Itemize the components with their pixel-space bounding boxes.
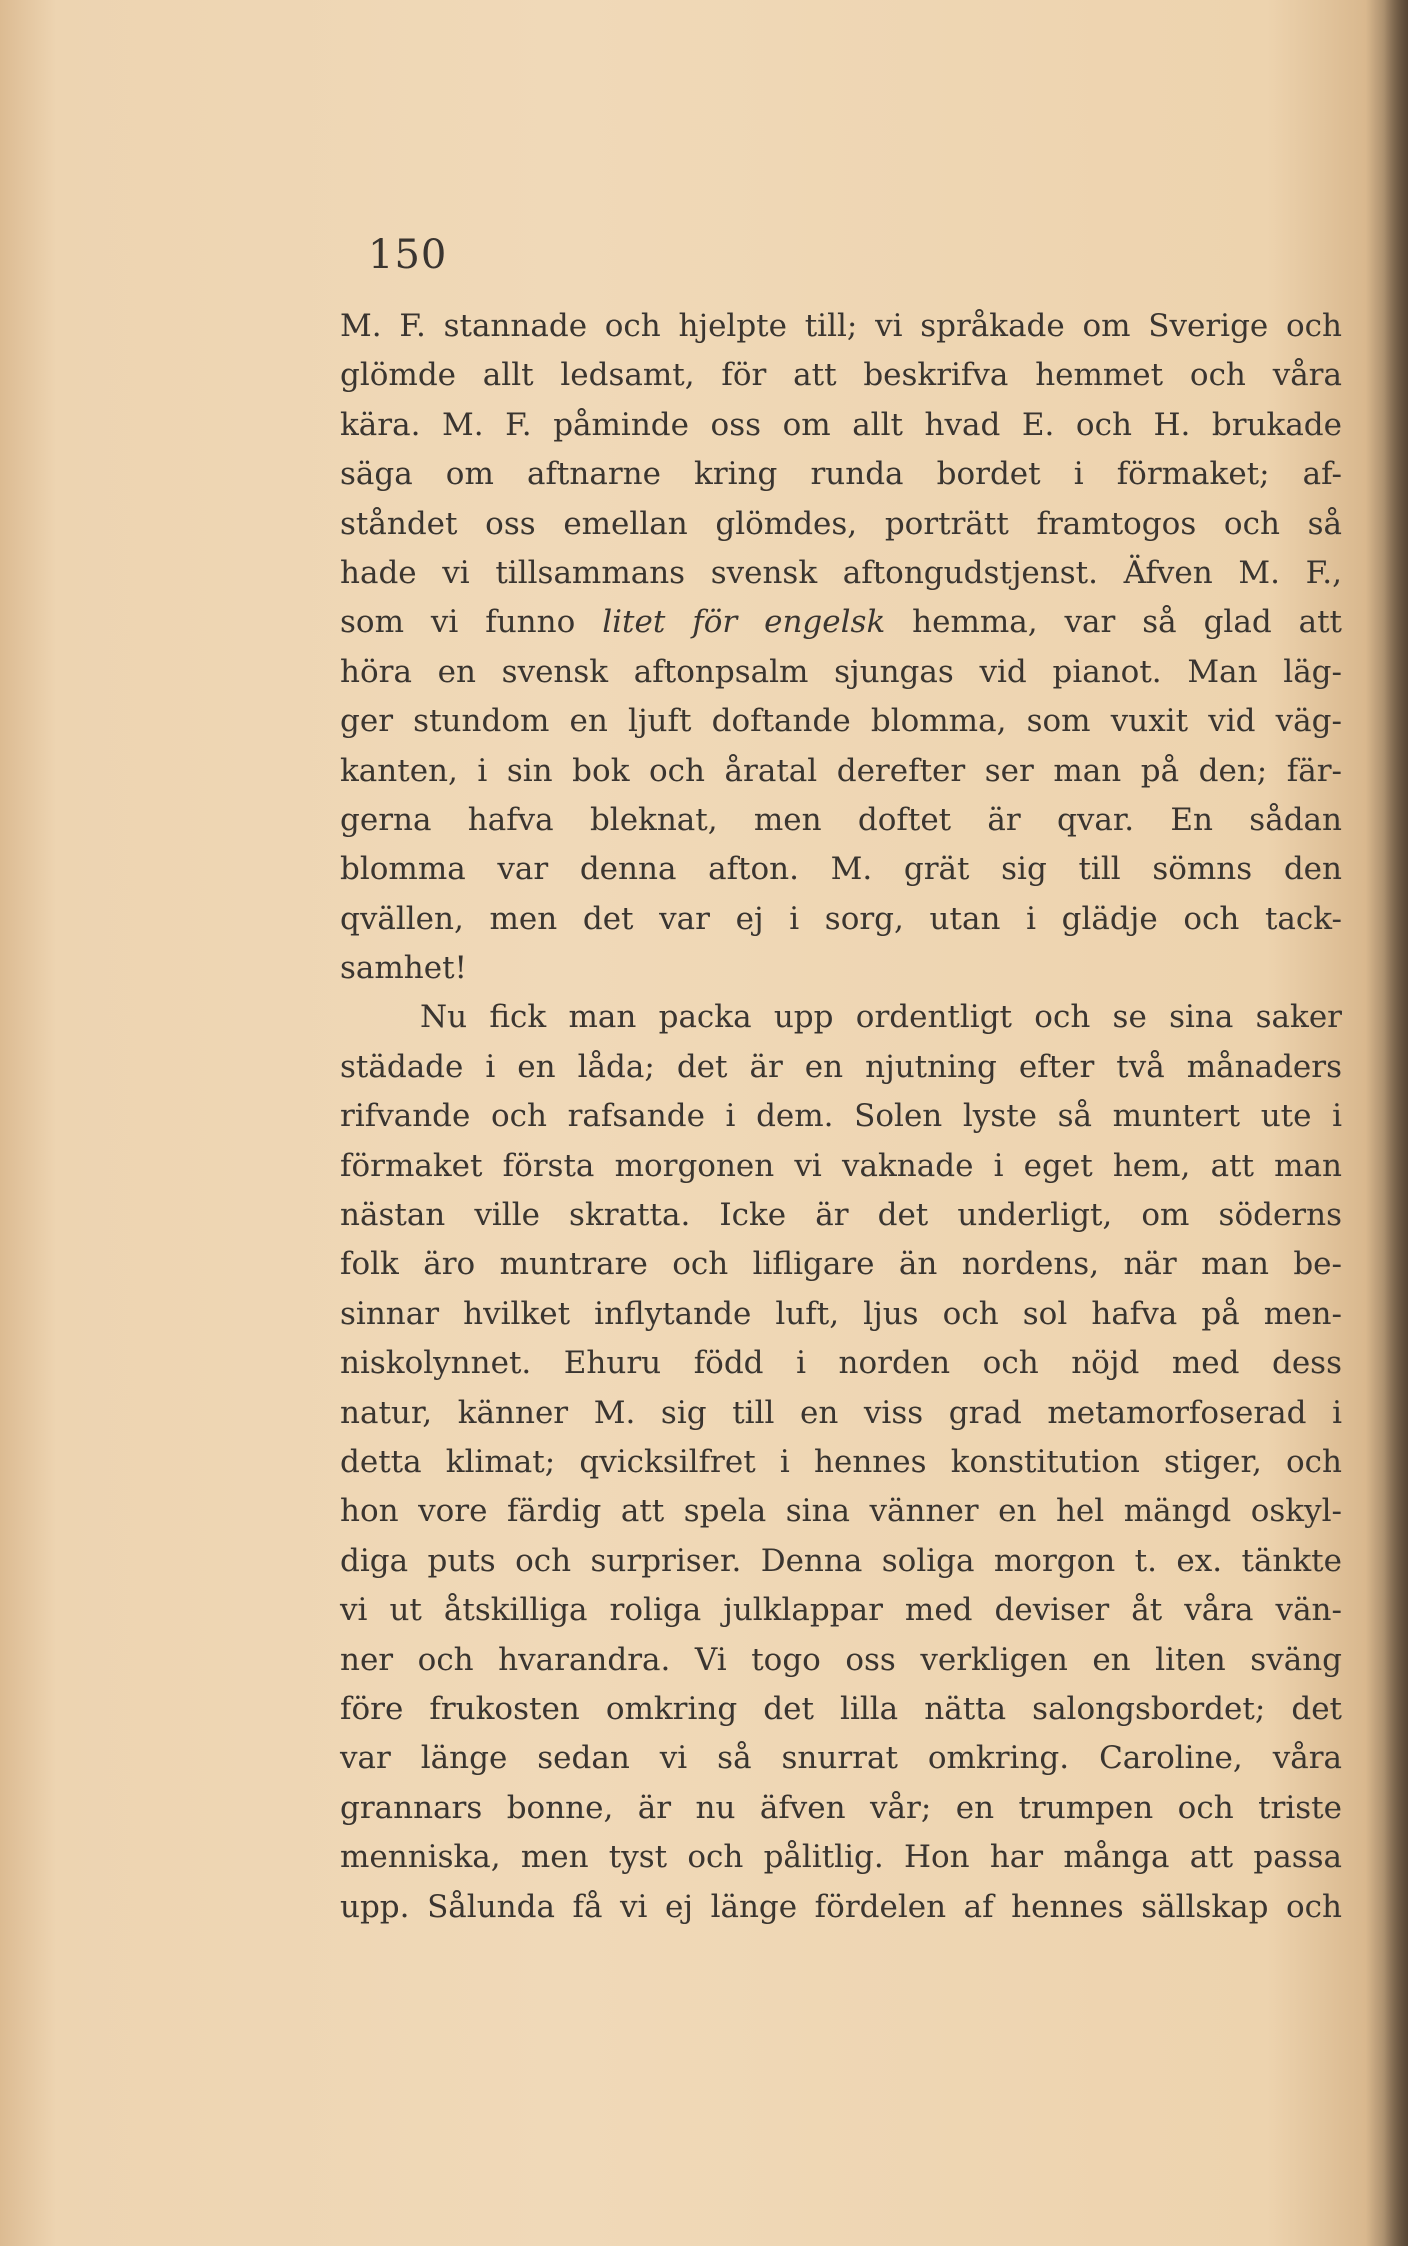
text-line: upp. Sålunda få vi ej länge fördelen af hennes sällskap och — [340, 1888, 1342, 1925]
text-run: hemma, var så glad att — [885, 604, 1342, 641]
text-line: förmaket första morgonen vi vaknade i eget hem, att man — [340, 1147, 1342, 1184]
text-line: höra en svensk aftonpsalm sjungas vid pianot. Man läg- — [340, 653, 1342, 690]
text-run: som vi funno — [340, 604, 603, 641]
text-line: Nu fick man packa upp ordentligt och se sina saker — [420, 999, 1342, 1036]
text-line: menniska, men tyst och pålitlig. Hon har många att passa — [340, 1839, 1342, 1876]
italic-phrase: litet för engelsk — [602, 604, 886, 641]
text-line — [340, 598, 1342, 647]
text-line: ner och hvarandra. Vi togo oss verkligen en liten sväng — [340, 1641, 1342, 1678]
text-line: glömde allt ledsamt, för att beskrifva hemmet och våra — [340, 357, 1342, 394]
text-line: grannars bonne, är nu äfven vår; en trumpen och triste — [340, 1789, 1342, 1826]
text-line: gerna hafva bleknat, men doftet är qvar. En sådan — [340, 801, 1342, 838]
text-line: sinnar hvilket inflytande luft, ljus och sol hafva på men- — [340, 1295, 1342, 1332]
text-line: ger stundom en ljuft doftande blomma, som vuxit vid väg- — [340, 703, 1342, 740]
text-line: kanten, i sin bok och åratal derefter ser man på den; fär- — [340, 752, 1342, 789]
text-line: rifvande och rafsande i dem. Solen lyste så muntert ute i — [340, 1098, 1342, 1135]
text-line: blomma var denna afton. M. grät sig till sömns den — [340, 851, 1342, 888]
text-line: säga om aftnarne kring runda bordet i förmaket; af- — [340, 456, 1342, 493]
text-line: hon vore färdig att spela sina vänner en hel mängd oskyl- — [340, 1493, 1342, 1530]
text-line: nästan ville skratta. Icke är det underligt, om söderns — [340, 1197, 1342, 1234]
text-line: M. F. stannade och hjelpte till; vi språkade om Sverige och — [340, 308, 1342, 344]
text-line: vi ut åtskilliga roliga julklappar med deviser åt våra vän- — [340, 1592, 1342, 1629]
text-line: niskolynnet. Ehuru född i norden och nöjd med dess — [340, 1345, 1342, 1382]
text-line: hade vi tillsammans svensk aftongudstjenst. Äfven M. F., — [340, 554, 1342, 591]
text-line: folk äro muntrare och lifligare än nordens, när man be- — [340, 1246, 1342, 1283]
text-line: före frukosten omkring det lilla nätta salongsbordet; det — [340, 1690, 1342, 1727]
text-line: natur, känner M. sig till en viss grad metamorfoserad i — [340, 1394, 1342, 1431]
text-line: kära. M. F. påminde oss om allt hvad E. och H. brukade — [340, 406, 1342, 443]
text-line: var länge sedan vi så snurrat omkring. Caroline, våra — [340, 1740, 1342, 1777]
page-number: 150 — [368, 232, 448, 278]
page-edge-shadow — [1384, 0, 1408, 2246]
text-line: ståndet oss emellan glömdes, porträtt framtogos och så — [340, 505, 1342, 542]
text-line: detta klimat; qvicksilfret i hennes konstitution stiger, och — [340, 1443, 1342, 1480]
text-line: städade i en låda; det är en njutning efter två månaders — [340, 1048, 1342, 1085]
text-line: diga puts och surpriser. Denna soliga morgon t. ex. tänkte — [340, 1542, 1342, 1579]
text-line: qvällen, men det var ej i sorg, utan i glädje och tack- — [340, 900, 1342, 937]
body-text — [340, 302, 1342, 1932]
text-line: samhet! — [340, 950, 468, 987]
